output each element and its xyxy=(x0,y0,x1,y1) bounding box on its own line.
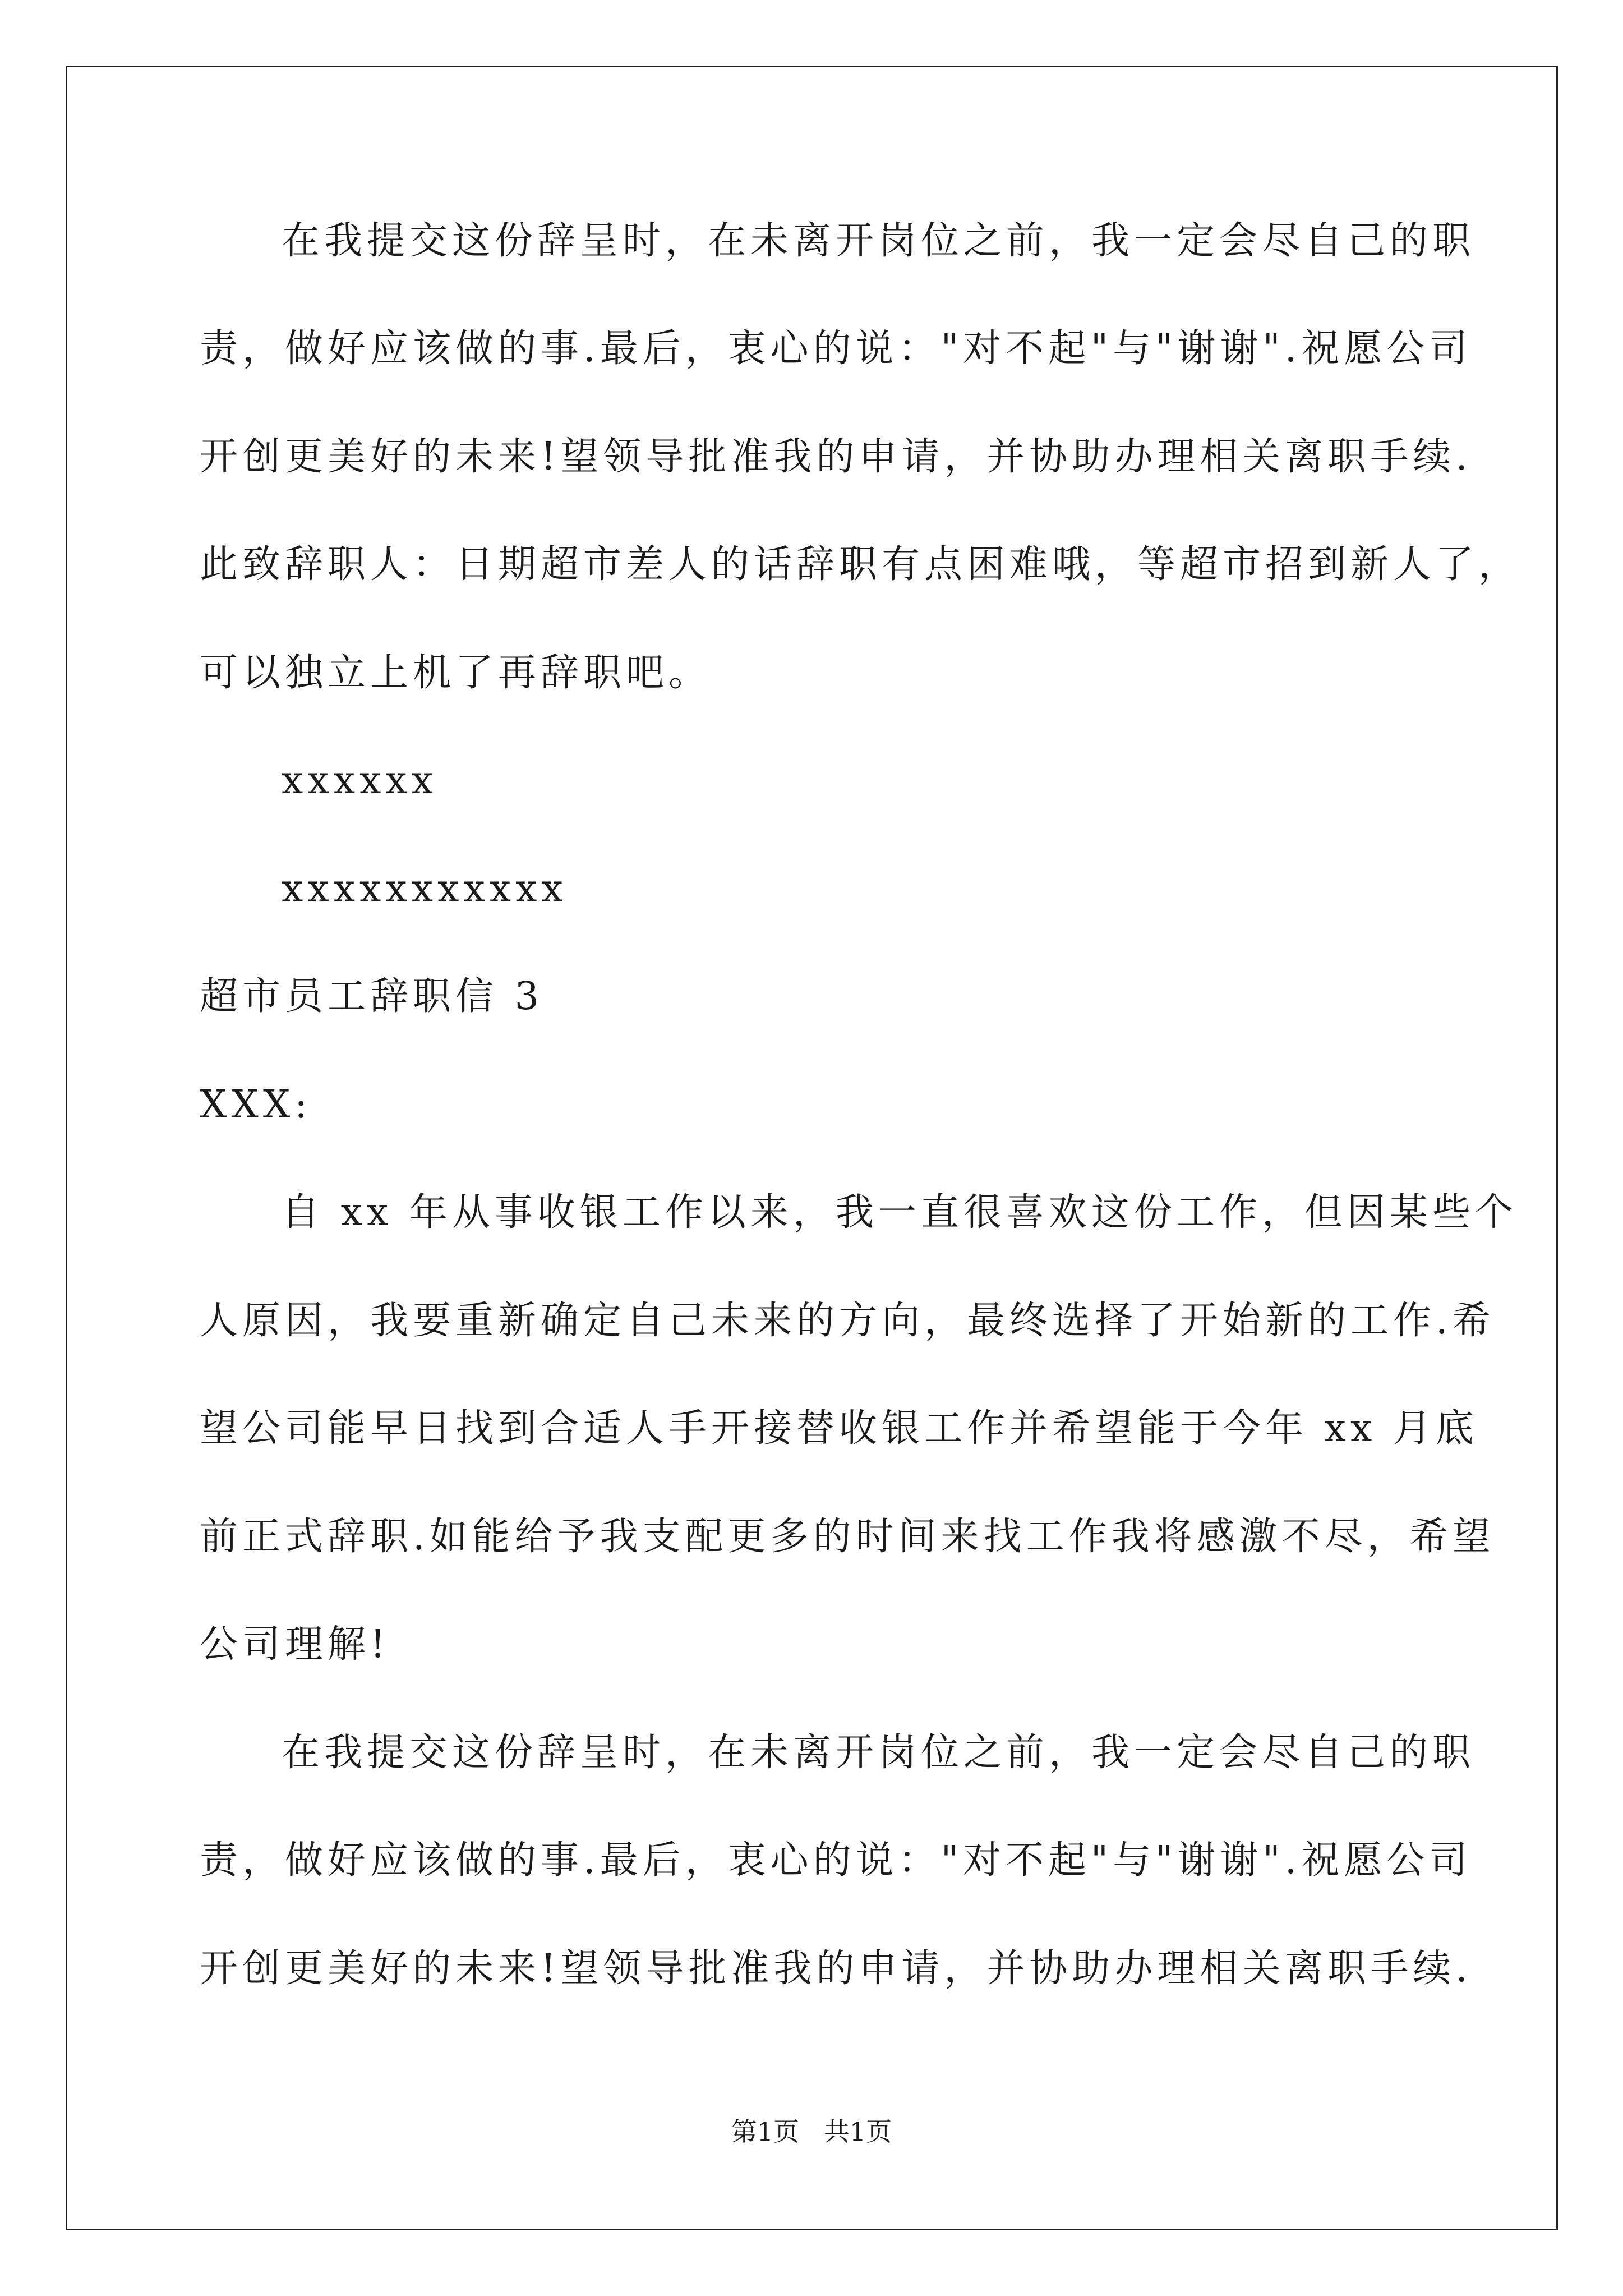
paragraph-line: 开创更美好的未来!望领导批准我的申请，并协助办理相关离职手续. xyxy=(200,435,1472,479)
paragraph-line: 人原因，我要重新确定自己未来的方向，最终选择了开始新的工作.希 xyxy=(200,1299,1495,1343)
paragraph-line: 在我提交这份辞呈时，在未离开岗位之前，我一定会尽自己的职 xyxy=(282,1731,1476,1775)
paragraph-line: 在我提交这份辞呈时，在未离开岗位之前，我一定会尽自己的职 xyxy=(282,219,1476,263)
paragraph-line: 可以独立上机了再辞职吧。 xyxy=(200,651,712,695)
signature-line: xxxxxx xyxy=(282,758,438,803)
paragraph-line: 责，做好应该做的事.最后，衷心的说："对不起"与"谢谢".祝愿公司 xyxy=(200,1838,1472,1883)
page-number: 第1页 共1页 xyxy=(731,2116,892,2147)
paragraph-line: 此致辞职人：日期超市差人的话辞职有点困难哦，等超市招到新人了， xyxy=(200,542,1521,587)
page-border xyxy=(66,66,1558,2230)
paragraph-line: 前正式辞职.如能给予我支配更多的时间来找工作我将感激不尽，希望 xyxy=(200,1515,1495,1559)
paragraph-line: 望公司能早日找到合适人手开接替收银工作并希望能于今年 xx 月底 xyxy=(200,1406,1478,1451)
salutation: XXX: xyxy=(200,1083,312,1127)
section-title: 超市员工辞职信 3 xyxy=(200,974,543,1019)
paragraph-line: 公司理解! xyxy=(200,1622,390,1667)
paragraph-line: 责，做好应该做的事.最后，衷心的说："对不起"与"谢谢".祝愿公司 xyxy=(200,326,1472,371)
signature-line: xxxxxxxxxxx xyxy=(282,867,568,911)
paragraph-line: 开创更美好的未来!望领导批准我的申请，并协助办理相关离职手续. xyxy=(200,1947,1472,1991)
paragraph-line: 自 xx 年从事收银工作以来，我一直很喜欢这份工作，但因某些个 xyxy=(282,1190,1518,1235)
